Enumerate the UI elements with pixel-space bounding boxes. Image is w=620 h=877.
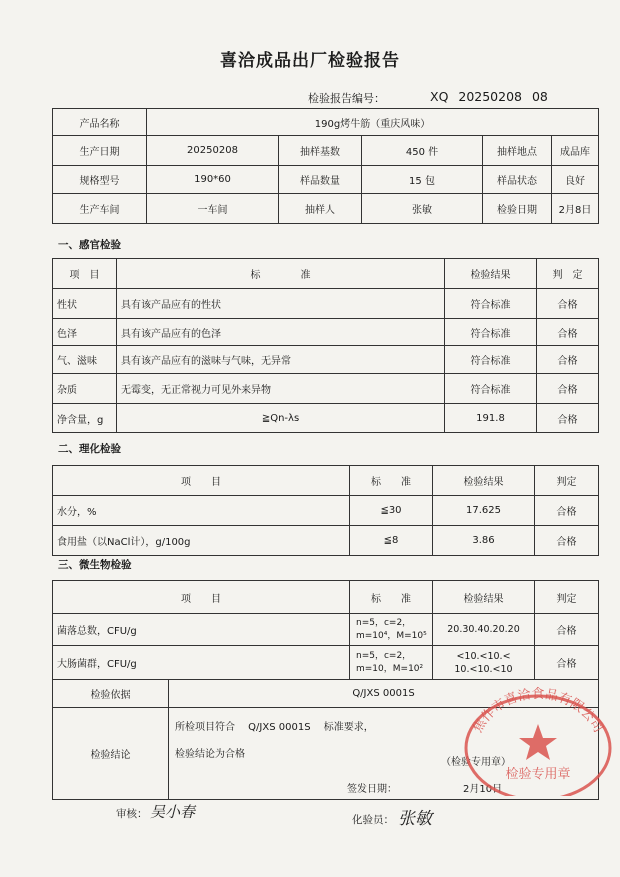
result: 符合标准	[445, 374, 537, 404]
micro-header-std: 标 准	[350, 581, 433, 614]
physchem-header-result: 检验结果	[433, 466, 535, 496]
judge: 合格	[537, 374, 599, 404]
result: 17.625	[433, 496, 535, 526]
star-icon	[519, 724, 557, 760]
stamp-text: 检验专用章	[505, 767, 571, 782]
result: 符合标准	[445, 346, 537, 374]
sensory-header-item: 项 目	[53, 259, 117, 289]
std: 具有该产品应有的滋味与气味，无异常	[117, 346, 445, 374]
std: 具有该产品应有的色泽	[117, 319, 445, 346]
sensory-header-std: 标 准	[117, 259, 445, 289]
table-row	[53, 374, 599, 404]
micro-heading: 三、微生物检验	[58, 559, 132, 571]
result: 符合标准	[445, 319, 537, 346]
item: 色泽	[53, 319, 117, 346]
sensory-table	[52, 258, 599, 433]
prod-date: 20250208	[147, 136, 279, 166]
result-line1: <10.<10.<	[456, 650, 511, 662]
conclusion-label: 检验结论	[53, 708, 169, 800]
std: 无霉变，无正常视力可见外来异物	[117, 374, 445, 404]
product-name: 190g烤牛筋（重庆风味）	[147, 109, 599, 136]
judge: 合格	[537, 289, 599, 319]
physchem-heading: 二、理化检验	[58, 443, 121, 455]
conclusion-line2: 检验结论为合格	[175, 749, 245, 760]
table-row	[53, 319, 599, 346]
judge: 合格	[537, 404, 599, 433]
spec: 190*60	[147, 166, 279, 194]
place-label: 抽样地点	[483, 136, 552, 166]
report-number-value: XQ 20250208 08	[430, 89, 548, 104]
result: 191.8	[445, 404, 537, 433]
result-line1: 20.30.40.20.20	[447, 624, 520, 635]
base-label: 抽样基数	[279, 136, 362, 166]
result-line2: 10.<10.<10	[454, 663, 513, 675]
reviewer-label: 审核：	[116, 808, 148, 820]
table-row	[53, 346, 599, 374]
std-line1: n=5，c=2，	[356, 650, 412, 661]
judge: 合格	[535, 646, 599, 680]
sampler-label: 抽样人	[279, 194, 362, 224]
item: 性状	[53, 289, 117, 319]
result: 3.86	[433, 526, 535, 556]
stamp-note: （检验专用章）	[441, 757, 511, 768]
issue-date-label: 签发日期：	[347, 784, 397, 795]
stamp-org: 焦作市喜洽食品有限公司	[470, 687, 606, 736]
date: 2月8日	[552, 194, 599, 224]
item: 杂质	[53, 374, 117, 404]
judge: 合格	[537, 319, 599, 346]
judge: 合格	[535, 526, 599, 556]
qty-label: 样品数量	[279, 166, 362, 194]
sensory-heading: 一、感官检验	[58, 239, 121, 251]
physchem-table	[52, 465, 599, 556]
sensory-header-result: 检验结果	[445, 259, 537, 289]
std: 具有该产品应有的性状	[117, 289, 445, 319]
item: 水分，%	[53, 496, 350, 526]
physchem-header-judge: 判定	[535, 466, 599, 496]
micro-header-item: 项 目	[53, 581, 350, 614]
state-label: 样品状态	[483, 166, 552, 194]
physchem-header-item: 项 目	[53, 466, 350, 496]
std-line2: m=10，M=10²	[356, 663, 424, 674]
item: 气、滋味	[53, 346, 117, 374]
state: 良好	[552, 166, 599, 194]
table-row	[53, 614, 599, 646]
sampler: 张敏	[362, 194, 483, 224]
table-row	[53, 404, 599, 433]
item: 净含量，g	[53, 404, 117, 433]
std: ≦30	[350, 496, 433, 526]
std-line1: n=5，c=2，	[356, 617, 412, 628]
qty: 15 包	[362, 166, 483, 194]
report-number	[308, 89, 548, 106]
report-number-label: 检验报告编号：	[308, 92, 385, 105]
judge: 合格	[535, 614, 599, 646]
item: 食用盐（以NaCl计），g/100g	[53, 526, 350, 556]
workshop-label: 生产车间	[53, 194, 147, 224]
spec-label: 规格型号	[53, 166, 147, 194]
item: 大肠菌群，CFU/g	[53, 646, 350, 680]
std-line2: m=10⁴，M=10⁵	[356, 630, 427, 641]
inspection-stamp	[458, 686, 618, 796]
std	[350, 646, 433, 680]
table-row	[53, 646, 599, 680]
table-row	[53, 526, 599, 556]
physchem-header-std: 标 准	[350, 466, 433, 496]
info-table	[52, 108, 599, 224]
date-label: 检验日期	[483, 194, 552, 224]
item: 菌落总数，CFU/g	[53, 614, 350, 646]
table-row	[53, 496, 599, 526]
std: ≦8	[350, 526, 433, 556]
issue-date: 2月10日	[463, 784, 503, 795]
micro-header-judge: 判定	[535, 581, 599, 614]
sensory-header-judge: 判 定	[537, 259, 599, 289]
place: 成品库	[552, 136, 599, 166]
micro-header-result: 检验结果	[433, 581, 535, 614]
product-name-label: 产品名称	[53, 109, 147, 136]
std	[350, 614, 433, 646]
basis-value: Q/JXS 0001S	[169, 680, 599, 708]
reviewer-signature: 吴小春	[150, 803, 196, 821]
inspector-label: 化验员：	[352, 814, 394, 826]
report-title: 喜洽成品出厂检验报告	[220, 51, 400, 71]
result	[433, 646, 535, 680]
workshop: 一车间	[147, 194, 279, 224]
judge: 合格	[537, 346, 599, 374]
conclusion-line1: 所检项目符合 Q/JXS 0001S 标准要求，	[175, 722, 374, 733]
table-row	[53, 289, 599, 319]
base: 450 件	[362, 136, 483, 166]
micro-table	[52, 580, 599, 680]
result: 符合标准	[445, 289, 537, 319]
prod-date-label: 生产日期	[53, 136, 147, 166]
basis-label: 检验依据	[53, 680, 169, 708]
judge: 合格	[535, 496, 599, 526]
std: ≧Qn-λs	[117, 404, 445, 433]
result	[433, 614, 535, 646]
inspector-signature: 张敏	[398, 809, 432, 829]
